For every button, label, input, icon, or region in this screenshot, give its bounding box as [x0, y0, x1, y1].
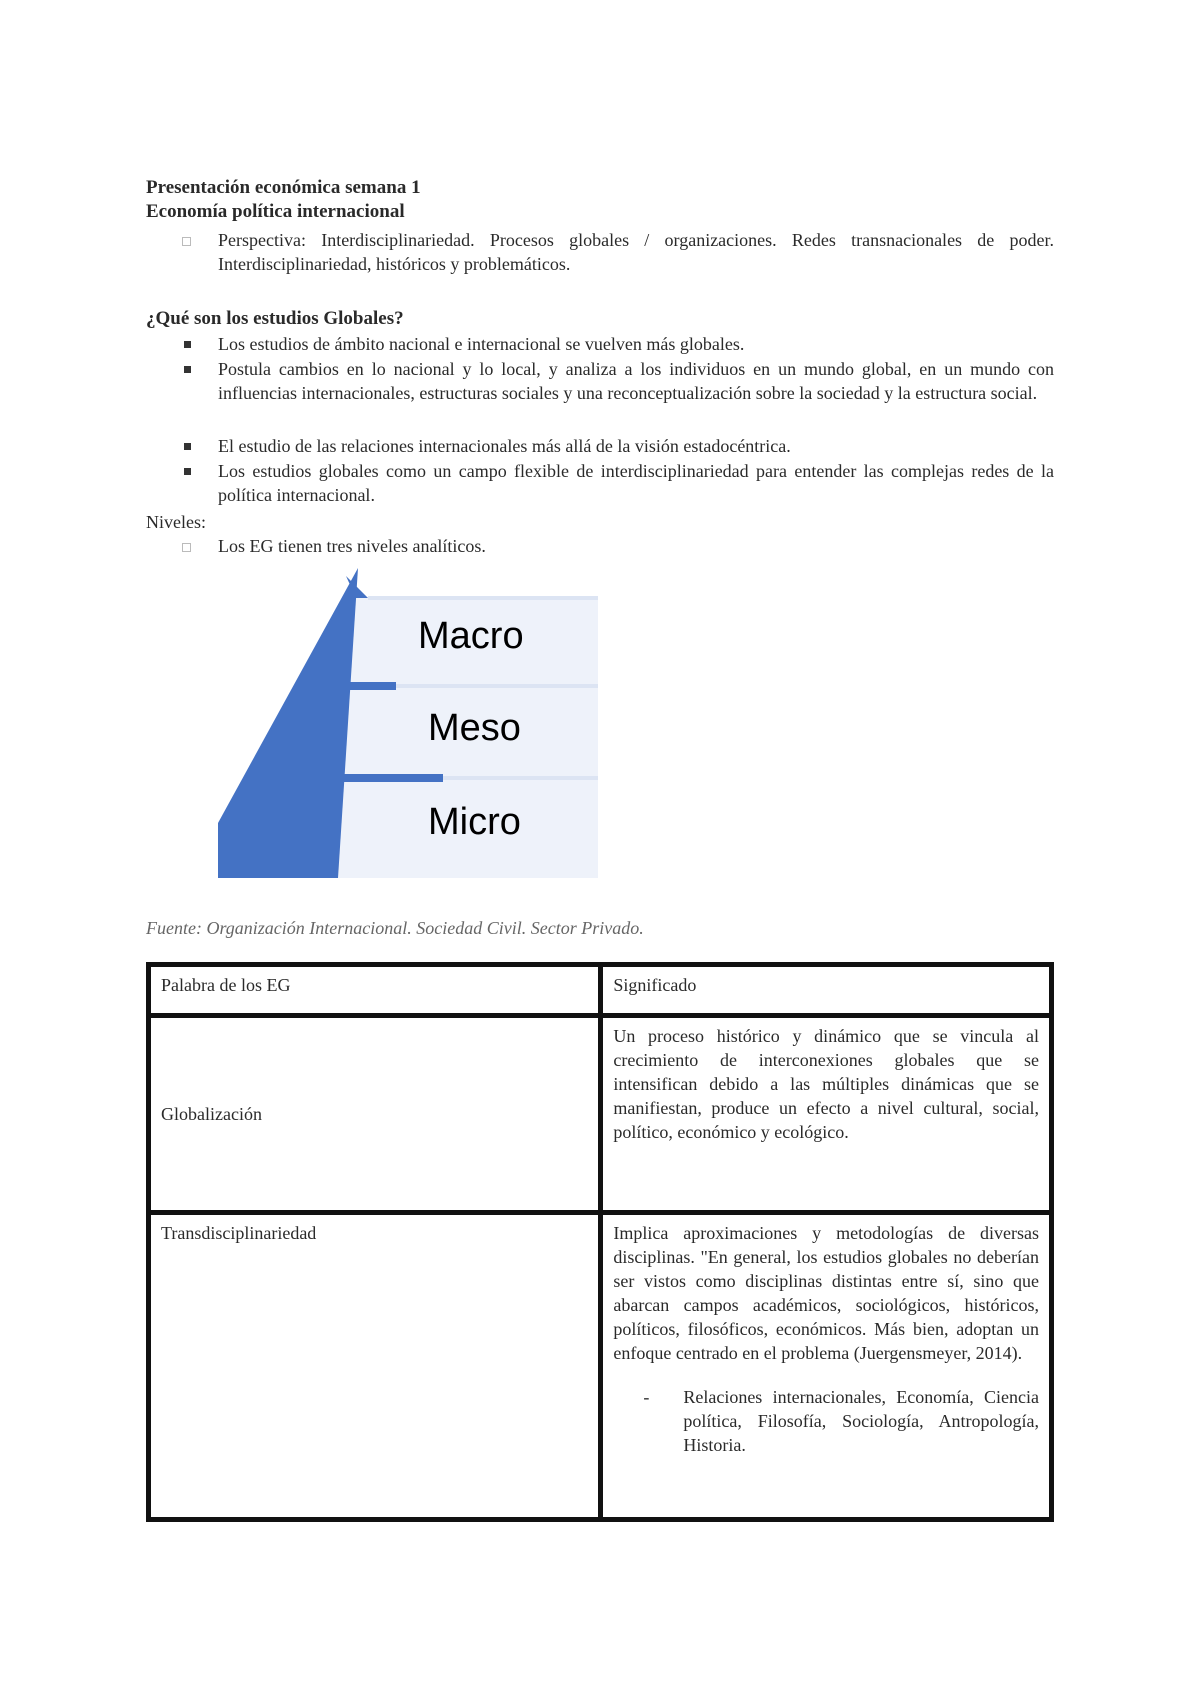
- pyramid-level-meso: Meso: [428, 707, 521, 749]
- figure-caption: Fuente: Organización Internacional. Sociedad Civil. Sector Privado.: [146, 918, 644, 938]
- hollow-bullet-icon: [182, 237, 191, 246]
- table-cell-term: Transdisciplinariedad: [149, 1213, 601, 1520]
- pyramid-level-macro: Macro: [418, 615, 524, 657]
- table-header: Significado: [601, 965, 1052, 1016]
- bullet-icon: [184, 341, 191, 348]
- table-cell-meaning: [601, 1213, 1052, 1520]
- niveles-label: Niveles:: [146, 512, 206, 532]
- niveles-item: Los EG tienen tres niveles analíticos.: [218, 536, 486, 556]
- table-cell-term: Globalización: [149, 1016, 601, 1213]
- sub-list-item: [613, 1385, 1039, 1457]
- doc-title: Presentación económica semana 1: [146, 177, 421, 198]
- terms-table: [146, 962, 1054, 1522]
- bullet-icon: [184, 366, 191, 373]
- table-cell-meaning: Un proceso histórico y dinámico que se vincula al crecimiento de interconexiones globales que se intensifican debido a las múltiples dinámicas que se manifiestan, produce un efecto a nivel cultural, social, político, económico y ecológico.: [601, 1016, 1052, 1213]
- sub-list-text: Relaciones internacionales, Economía, Ciencia política, Filosofía, Sociología, Antropología, Historia.: [683, 1387, 1039, 1455]
- table-header: Palabra de los EG: [149, 965, 601, 1016]
- hollow-bullet-icon: [182, 543, 191, 552]
- list-item: Postula cambios en lo nacional y lo local, y analiza a los individuos en un mundo global, en un mundo con influencias internacionales, estructuras sociales y una reconceptualización sobre la sociedad y la estructura social.: [218, 359, 1054, 403]
- pyramid-diagram: [218, 568, 598, 878]
- section-question: ¿Qué son los estudios Globales?: [146, 308, 404, 329]
- table-row: [149, 1016, 1052, 1213]
- intro-paragraph: Perspectiva: Interdisciplinariedad. Procesos globales / organizaciones. Redes transnacionales de poder. Interdisciplinariedad, históricos y problemáticos.: [218, 230, 1054, 274]
- pyramid-level-micro: Micro: [428, 801, 521, 843]
- table-header-row: [149, 965, 1052, 1016]
- list-item: El estudio de las relaciones internacionales más allá de la visión estadocéntrica.: [218, 436, 791, 456]
- doc-subtitle: Economía política internacional: [146, 201, 405, 222]
- bullet-icon: [184, 468, 191, 475]
- list-item: Los estudios globales como un campo flexible de interdisciplinariedad para entender las complejas redes de la política internacional.: [218, 461, 1054, 505]
- meaning-text: Implica aproximaciones y metodologías de diversas disciplinas. "En general, los estudios globales no deberían ser vistos como disciplinas distintas entre sí, sino que abarcan campos académicos, sociológicos, históricos, políticos, filosóficos, económicos. Más bien, adoptan un enfoque centrado en el problema (Juergensmeyer, 2014).: [613, 1223, 1039, 1363]
- bullet-icon: [184, 443, 191, 450]
- dash-bullet-icon: -: [643, 1387, 650, 1407]
- table-row: [149, 1213, 1052, 1520]
- list-item: Los estudios de ámbito nacional e internacional se vuelven más globales.: [218, 334, 745, 354]
